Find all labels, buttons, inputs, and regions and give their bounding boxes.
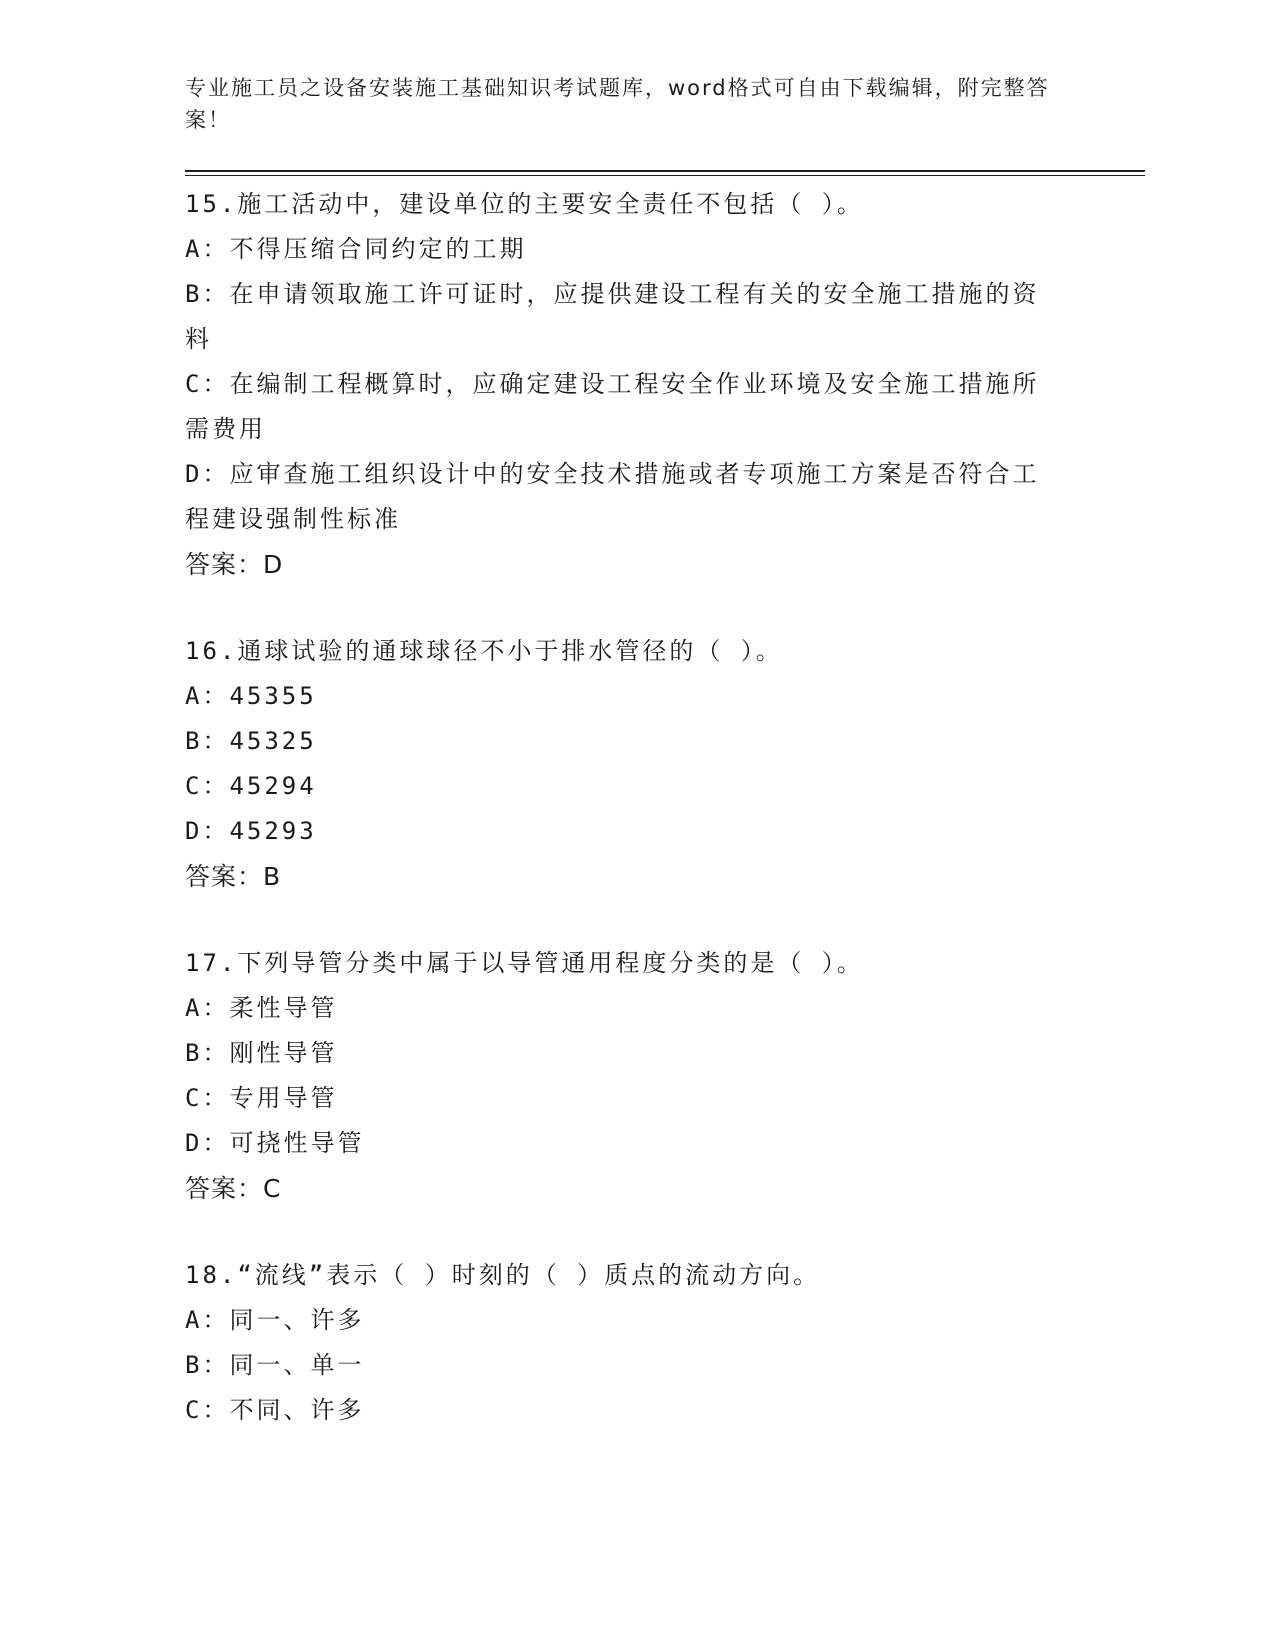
answer-label: 答案：D bbox=[185, 550, 284, 579]
option-d: D：应审查施工组织设计中的安全技术措施或者专项施工方案是否符合工程建设强制性标准 bbox=[185, 460, 1040, 533]
option-c: C：专用导管 bbox=[185, 1084, 338, 1112]
option-a: A：不得压缩合同约定的工期 bbox=[185, 235, 527, 263]
question-16 bbox=[185, 629, 1145, 899]
question-stem: 17.下列导管分类中属于以导管通用程度分类的是（ ）。 bbox=[185, 949, 864, 977]
option-a: A：45355 bbox=[185, 682, 317, 710]
option-d: D：45293 bbox=[185, 817, 317, 845]
option-a: A：柔性导管 bbox=[185, 994, 338, 1022]
document-header-title: 专业施工员之设备安装施工基础知识考试题库，word格式可自由下载编辑，附完整答案！ bbox=[185, 76, 1050, 132]
document-page bbox=[185, 72, 1145, 1475]
question-15 bbox=[185, 182, 1145, 587]
option-d: D：可挠性导管 bbox=[185, 1129, 365, 1157]
option-c: C：45294 bbox=[185, 772, 317, 800]
question-stem: 16.通球试验的通球球径不小于排水管径的（ ）。 bbox=[185, 637, 783, 665]
option-c: C：不同、许多 bbox=[185, 1396, 365, 1424]
question-list bbox=[185, 182, 1145, 1433]
question-17 bbox=[185, 941, 1145, 1211]
option-b: B：在申请领取施工许可证时，应提供建设工程有关的安全施工措施的资料 bbox=[185, 280, 1040, 353]
option-b: B：刚性导管 bbox=[185, 1039, 338, 1067]
answer-label: 答案：B bbox=[185, 862, 282, 891]
header-divider bbox=[185, 170, 1145, 176]
option-b: B：同一、单一 bbox=[185, 1351, 365, 1379]
option-c: C：在编制工程概算时，应确定建设工程安全作业环境及安全施工措施所需费用 bbox=[185, 370, 1040, 443]
question-stem: 15.施工活动中，建设单位的主要安全责任不包括（ ）。 bbox=[185, 190, 864, 218]
question-stem: 18.“流线”表示（ ）时刻的（ ）质点的流动方向。 bbox=[185, 1261, 821, 1289]
option-b: B：45325 bbox=[185, 727, 317, 755]
question-18 bbox=[185, 1253, 1145, 1433]
option-a: A：同一、许多 bbox=[185, 1306, 365, 1334]
answer-label: 答案：C bbox=[185, 1174, 282, 1203]
